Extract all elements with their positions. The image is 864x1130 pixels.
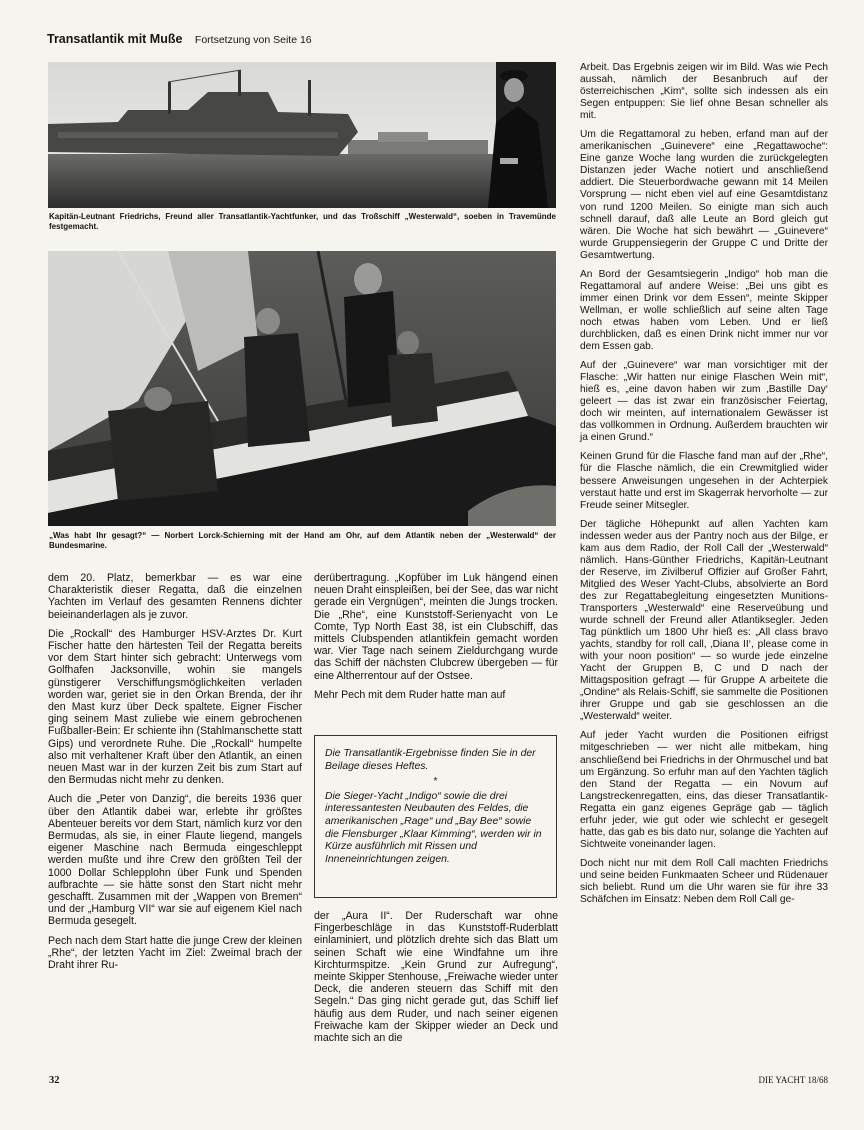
continued-note: Fortsetzung von Seite 16: [194, 34, 312, 46]
page-header: [47, 30, 312, 48]
yacht-crew-photo-icon: [48, 251, 556, 526]
paragraph: dem 20. Platz, bemerkbar — es war eine Charakteristik dieser Regatta, daß die einzelnen Yachten im Verlauf des gesamten Rennens dichter beieinanderlagen als je zuvor.: [48, 572, 302, 621]
paragraph: der „Aura II“. Der Ruderschaft war ohne Fingerbeschläge in das Kunststoff-Ruderblatt einlaminiert, und plötzlich drehte sich das Blatt um seinen Schaft wie eine Windfahne um ihre Kirchturmspitze. „Kein Grund zur Aufregung“, meinte Skipper Stenhouse, „Freiwache wieder unter Deck, die anderen steuern das Schiff mit den Segeln.“ Das ging nicht gerade gut, das Schiff lief häufig aus dem Ruder, und nach seiner eigenen Freiwache kam der Skipper wieder an Deck und machte sich an die: [314, 910, 558, 1045]
paragraph: derübertragung. „Kopfüber im Luk hängend einen neuen Draht einspleißen, bei der See, das war nicht gerade ein Vergnügen“, meinten die Jungs trocken. Die „Rhe“, eine Kunststoff-Serienyacht von Le Comte, Typ North East 38, ist ein Clubschiff, das mittels Clubspenden atlantikfein gemacht worden war. Vier Tage nach seinem Zieldurchgang wurde das Schiff der nächsten Clubcrew übergeben — für eine Altherrentour auf der Ostsee.: [314, 572, 558, 682]
paragraph: Auch die „Peter von Danzig“, die bereits 1936 quer über den Atlantik dabei war, erlebte ihr größtes Abenteuer bereits vor dem Start, nämlich kurz vor den Bermudas, als sie, in einer Flaute liegend, mangels eigener Maschine nach Bermuda eingeschleppt werden mußte und ihre Crew den größten Teil der 1000 Dollar Schlepplohn über Funk und Spenden aufbrachte — sie hätte sonst den Start nicht mehr geschafft. Zusammen mit der „Wappen von Bremen“ und der „Hamburg VII“ war sie auf eigenem Kiel nach Bermuda gesegelt.: [48, 793, 302, 928]
paragraph: Die „Rockall“ des Hamburger HSV-Arztes Dr. Kurt Fischer hatte den härtesten Teil der Regatta bereits vor dem Start hinter sich gebracht: Unterwegs vom Golfhafen Jacksonville, wohin sie mangels günstigerer Verschiffungsmöglichkeiten verladen worden war, geriet sie in den Orkan Brenda, der ihr den Mast kurz über Deck spaltete. Eigner Fischer ging seinem Mast zuliebe wie einem gebrochenen Fußballer-Bein: Er schiente ihn (Stahlmanschette statt Gips) und verordnete Ruhe. Die „Rockall“ humpelte also mit verhaltener Kraft über den Atlantik, an einen neuen Mast war in der kurzen Zeit bis zum Start auf den Bermudas nicht mehr zu denken.: [48, 627, 302, 787]
paragraph: Um die Regattamoral zu heben, erfand man auf der amerikanischen „Guinevere“ eine „Regattawoche“: Eine ganze Woche lang wurden die zurückgelegten Distanzen jeder Wache notiert und anschließend addiert. Die Steuerbordwache gewann mit 14 Meilen Vorsprung — nicht eben viel auf eine Gesamtdistanz von rund 1200 Meilen. So einigte man sich auch schnell darauf, daß alle Leute an Bord gleich gut wären. Die Woche hat sich bewährt — „Guinevere“ wurde Gruppensiegerin der Gruppe C und Dritte der Gesamtwertung.: [580, 129, 828, 261]
paragraph: Doch nicht nur mit dem Roll Call machten Friedrichs und seine beiden Funkmaaten Scheer und Rüdenauer sich beliebt. Rund um die Uhr waren sie für ihre 33 Schäfchen im Einsatz: Neben dem Roll Call ge-: [580, 857, 828, 906]
article-title: Transatlantik mit Muße: [47, 32, 183, 46]
column-right: [580, 62, 828, 913]
info-box-separator: *: [433, 776, 438, 788]
info-box-results: Die Transatlantik-Ergebnisse finden Sie in der Beilage dieses Heftes.: [325, 748, 536, 772]
paragraph: Pech nach dem Start hatte die junge Crew der kleinen „Rhe“, der letzten Yacht im Ziel: Zweimal brach der Draht ihrer Ru-: [48, 934, 302, 972]
paragraph: Keinen Grund für die Flasche fand man auf der „Rhe“, für die Flasche nämlich, die ein Crewmitglied wider bessere Anweisungen ungesehen in der Achterpiek verstaut hatte und erst im Skagerrak hervorholte — zur Freude seiner Mitsegler.: [580, 451, 829, 511]
paragraph: Auf der „Guinevere“ war man vorsichtiger mit der Flasche: „Wir hatten nur einige Flaschen Wein mit“, hieß es, „eine davon haben wir zum ‚Bastille Day‘ geleert — das ist zwar ein französischer Feiertag, doch wir meinten, auf internationalem Gewässer ist das vollkommen in Ordnung. Außerdem brauchten wir ja einen Grund.“: [580, 360, 828, 444]
paragraph: An Bord der Gesamtsiegerin „Indigo“ hob man die Regattamoral auf andere Weise: „Bei uns gibt es immer einen Drink vor dem Essen“, meinte Skipper Wellman, er wolle schließlich auf seine alten Tage noch etwas haben vom Leben. Und er ließ durchblicken, daß es einen Drink nicht immer nur vor dem Essen gab.: [580, 268, 828, 353]
column-left: [48, 572, 302, 978]
paragraph: Der tägliche Höhepunkt auf allen Yachten kam indessen weder aus der Pantry noch aus der Bilge, er kam aus dem Radio, der Roll Call der „Westerwald“ nämlich. Hans-Günther Friedrichs, Kapitän-Leutnant der Reserve, im Zivilberuf Offizier auf Großer Fahrt, Mitglied des Weser Yacht-Clubs, absolvierte an Bord des zur Regattabegleitung eingesetzten Munitions-Transporters „Westerwald“ eine Reserveübung und wurde schnell der Freund aller Atlantiksegler. Jeden Tag pünktlich um 1800 Uhr hieß es: „All class bravo yachts, standby for roll call, ‚Diana II‘, please come in with your noon position“ — so wurde jede einzelne Yacht der Gruppen B, C und D nach der Mittagsposition gefragt — für Gruppe A arbeitete die „Ondine“ als Relais-Schiff, sie sammelte die Positionen ihrer Gruppe und gab sie geschlossen an die „Westerwald“ weiter.: [580, 518, 828, 723]
ship-photo-icon: [48, 62, 556, 208]
page-number: 32: [49, 1075, 60, 1086]
yacht-photo-caption: „Was habt Ihr gesagt?“ — Norbert Lorck-Schierning mit der Hand am Ohr, auf dem Atlantik neben der „Westerwald“ der Bundesmarine.: [49, 531, 556, 551]
info-box-preview: Die Sieger-Yacht „Indigo“ sowie die drei interessantesten Neubauten des Feldes, die amerikanischen „Rage“ und „Bay Bee“ sowie die Flensburger „Klaar Kimming“, werden wir in Kürze ausführlich mit Rissen und Inneneinrichtungen zeigen.: [325, 790, 542, 865]
paragraph: Arbeit. Das Ergebnis zeigen wir im Bild. Was wie Pech aussah, nämlich der Besanbruch auf der österreichischen „Kim“, sollte sich indessen als ein Segen entpuppen: Sie lief ohne Besan schneller als mit.: [580, 62, 828, 122]
info-box: [314, 735, 557, 898]
magazine-issue: DIE YACHT 18/68: [758, 1075, 828, 1085]
paragraph: Mehr Pech mit dem Ruder hatte man auf: [314, 688, 506, 701]
column-middle-top: [314, 572, 558, 708]
paragraph: Auf jeder Yacht wurden die Positionen eifrigst mitgeschrieben — wer nicht alle mitbekam, hing anschließend bei Friedrichs in der Ohrmuschel und bat um Ergänzung. So erfuhr man auf den Yachten täglich den Stand der Regatta — ein Novum auf Langstreckenregatten, eins, das dieser Transatlantik-Regatta ein ganz eigenes Gepräge gab — täglich erfuhr jeder, wie gut oder wie schlecht er gesegelt hatte, das gab es bis dato nur, solange die Yachten auf Sichtweite voneinander lagen.: [580, 730, 828, 850]
column-middle-bottom: [314, 910, 558, 1051]
ship-photo-caption: Kapitän-Leutnant Friedrichs, Freund aller Transatlantik-Yachtfunker, und das Troßschiff „Westerwald“, soeben in Travemünde festgemacht.: [49, 212, 556, 232]
